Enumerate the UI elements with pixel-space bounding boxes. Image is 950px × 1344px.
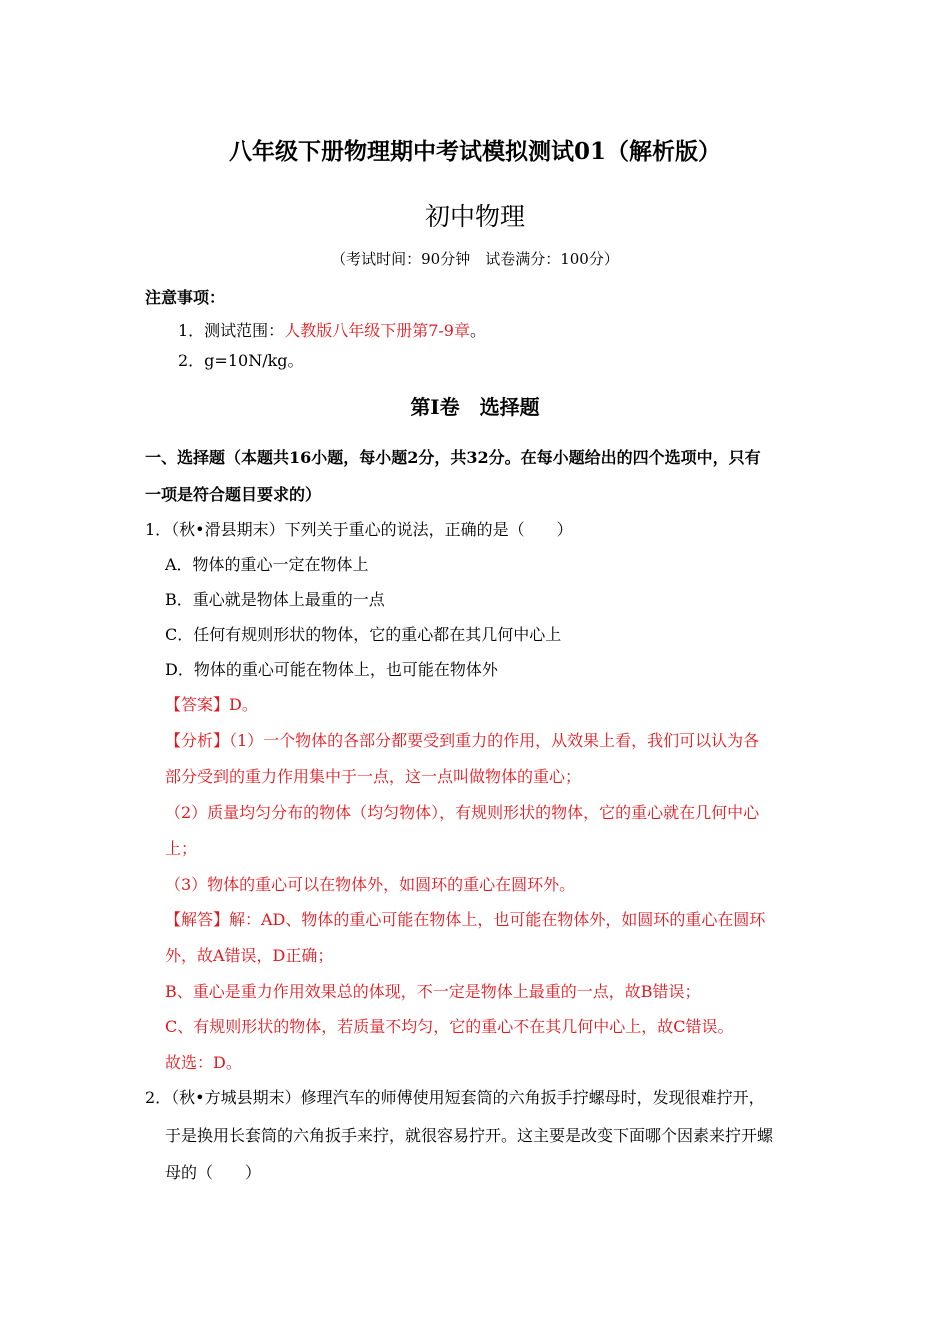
notice-item-1-prefix: 1．测试范围： [178, 321, 285, 340]
q2-stem-line-3: 母的（ ） [165, 1163, 262, 1182]
q1-option-a: A．物体的重心一定在物体上 [165, 555, 369, 574]
section-title: 第Ⅰ卷 选择题 [410, 395, 540, 419]
notice-item-2: 2．g=10N/kg。 [178, 351, 304, 370]
q1-solution-line-4: C、有规则形状的物体，若质量不均匀，它的重心不在其几何中心上，故C错误。 [165, 1017, 734, 1036]
subject-title: 初中物理 [424, 202, 525, 231]
q1-analysis-line-4: 上； [165, 839, 198, 858]
q2-stem-line-1: 2．（秋•方城县期末）修理汽车的师傅使用短套筒的六角扳手拧螺母时，发现很难拧开， [145, 1088, 765, 1107]
q1-choose: 故选：D。 [165, 1053, 242, 1072]
q1-analysis-line-2: 部分受到的重力作用集中于一点，这一点叫做物体的重心； [165, 767, 582, 786]
q1-option-c: C．任何有规则形状的物体，它的重心都在其几何中心上 [165, 625, 562, 644]
notice-item-1-suffix: 。 [469, 321, 486, 340]
exam-info: （考试时间：90分钟 试卷满分：100分） [331, 250, 619, 268]
part1-instruction-line-2: 一项是符合题目要求的） [145, 485, 322, 504]
notice-heading: 注意事项： [145, 288, 226, 307]
notice-item-1-range: 人教版八年级下册第7-9章 [284, 321, 470, 340]
q1-analysis-line-1: 【分析】（1）一个物体的各部分都要受到重力的作用，从效果上看，我们可以认为各 [165, 731, 760, 750]
q1-solution-line-3: B、重心是重力作用效果总的体现，不一定是物体上最重的一点，故B错误； [165, 982, 701, 1001]
part1-instruction-line-1: 一、选择题（本题共16小题，每小题2分，共32分。在每小题给出的四个选项中，只有 [145, 448, 761, 467]
q1-solution-line-2: 外，故A错误，D正确； [165, 946, 334, 965]
q1-solution-line-1: 【解答】解：AD、物体的重心可能在物体上，也可能在物体外，如圆环的重心在圆环 [165, 910, 766, 929]
document-title: 八年级下册物理期中考试模拟测试01（解析版） [228, 138, 721, 165]
q1-analysis-line-3: （2）质量均匀分布的物体（均匀物体），有规则形状的物体，它的重心就在几何中心 [165, 803, 760, 822]
q1-option-d: D．物体的重心可能在物体上，也可能在物体外 [165, 660, 498, 679]
q1-answer: 【答案】D。 [165, 695, 258, 714]
q1-option-b: B．重心就是物体上最重的一点 [165, 590, 385, 609]
q1-stem: 1．（秋•滑县期末）下列关于重心的说法，正确的是（ ） [145, 520, 573, 539]
q2-stem-line-2: 于是换用长套筒的六角扳手来拧，就很容易拧开。这主要是改变下面哪个因素来拧开螺 [165, 1126, 774, 1145]
q1-analysis-line-5: （3）物体的重心可以在物体外，如圆环的重心在圆环外。 [165, 875, 576, 894]
notice-item-1 [178, 318, 486, 341]
